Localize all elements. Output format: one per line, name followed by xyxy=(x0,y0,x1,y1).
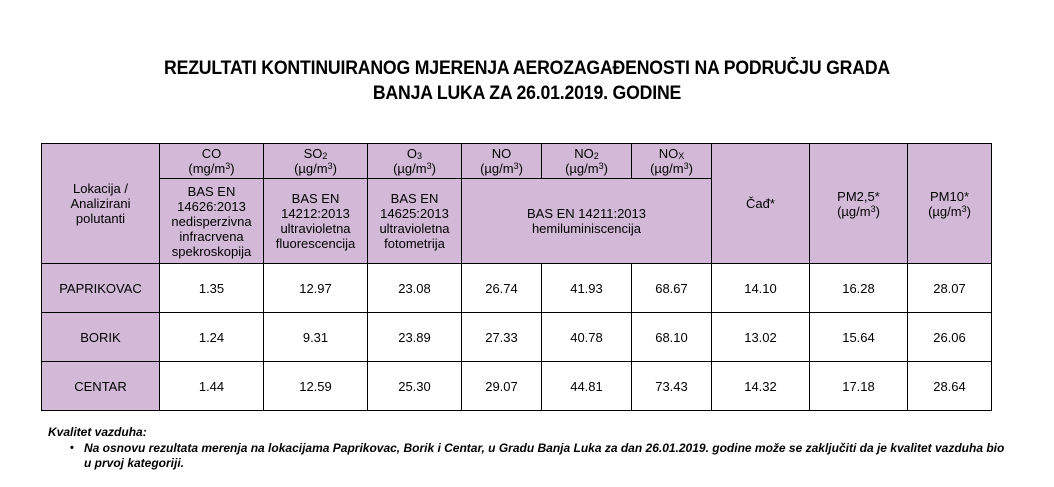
method-o3-line: BAS EN xyxy=(390,191,439,206)
header-pm10-unit-sup: 3 xyxy=(961,203,967,214)
value-cell: 28.07 xyxy=(908,264,992,313)
value-cell: 9.31 xyxy=(264,313,368,362)
value-cell: 15.64 xyxy=(810,313,908,362)
header-cad xyxy=(712,144,810,264)
header-no-name: NO xyxy=(491,146,512,161)
header-so2-unit: (µg/m xyxy=(294,161,328,176)
value-cell: 68.67 xyxy=(632,264,712,313)
location-cell: PAPRIKOVAC xyxy=(42,264,160,313)
method-co-line: 14626:2013 xyxy=(177,198,246,214)
table-row xyxy=(42,362,992,411)
method-co-line: nedisperzivna xyxy=(171,213,252,229)
value-cell: 16.28 xyxy=(810,264,908,313)
value-cell: 26.06 xyxy=(908,313,992,362)
value-cell: 14.10 xyxy=(712,264,810,313)
table-row xyxy=(42,313,992,362)
method-o3 xyxy=(368,179,462,264)
report-title xyxy=(0,56,1054,106)
value-cell: 17.18 xyxy=(810,362,908,411)
value-cell: 40.78 xyxy=(542,313,632,362)
header-no-unit: (µg/m xyxy=(480,161,514,176)
header-location-line3: polutanti xyxy=(75,211,126,226)
header-location-line2: Analizirani xyxy=(70,196,131,211)
report-title-line1: REZULTATI KONTINUIRANOG MJERENJA AEROZAGAĐENOSTI NA PODRUČJU GRADA xyxy=(164,58,890,79)
header-pm10 xyxy=(908,144,992,264)
header-co-unit: (mg/m xyxy=(188,161,226,176)
header-co-unit-end: ) xyxy=(230,161,235,176)
value-cell: 12.59 xyxy=(264,362,368,411)
header-no-unit-sup: 3 xyxy=(513,161,519,171)
header-pm25 xyxy=(810,144,908,264)
header-nox-unit-sup: 3 xyxy=(683,161,689,171)
header-no2-sub: 2 xyxy=(593,151,599,161)
value-cell: 12.97 xyxy=(264,264,368,313)
air-quality-label: Kvalitet vazduha: xyxy=(48,425,147,439)
value-cell: 26.74 xyxy=(462,264,542,313)
header-nox-name: NO xyxy=(658,146,679,161)
header-no2 xyxy=(542,144,632,179)
header-nox xyxy=(632,144,712,179)
method-so2-line: fluorescencija xyxy=(275,236,356,251)
value-cell: 1.35 xyxy=(160,264,264,313)
table-row xyxy=(42,264,992,313)
method-co xyxy=(160,179,264,264)
header-pm10-name: PM10* xyxy=(929,188,970,204)
value-cell: 44.81 xyxy=(542,362,632,411)
method-co-line: infracrvena xyxy=(179,228,244,244)
header-no2-unit: (µg/m xyxy=(565,161,599,176)
method-o3-line: fotometrija xyxy=(384,236,445,251)
value-cell: 13.02 xyxy=(712,313,810,362)
method-o3-line: 14625:2013 xyxy=(380,206,449,221)
header-so2-unit-sup: 3 xyxy=(327,161,333,171)
report-title-line2: BANJA LUKA ZA 26.01.2019. GODINE xyxy=(372,83,682,104)
value-cell: 41.93 xyxy=(542,264,632,313)
header-pm25-name: PM2,5* xyxy=(837,188,880,204)
value-cell: 1.24 xyxy=(160,313,264,362)
air-quality-bullet xyxy=(70,441,1008,471)
header-no2-name: NO xyxy=(574,146,594,161)
header-pm25-unit: (µg/m xyxy=(837,203,871,219)
method-so2-line: ultravioletna xyxy=(280,221,351,236)
method-so2 xyxy=(264,179,368,264)
air-quality-bullet-text: Na osnovu rezultata merenja na lokacijama Paprikovac, Borik i Centar, u Gradu Banja Luka za dan 26.01.2019. godine može se zaključiti da je kvalitet vazduha bio u prvoj kategoriji. xyxy=(84,441,1005,470)
method-nox-line: hemiluminiscencija xyxy=(531,221,642,236)
value-cell: 23.08 xyxy=(368,264,462,313)
header-so2 xyxy=(264,144,368,179)
header-co-name: CO xyxy=(201,146,222,161)
value-cell: 25.30 xyxy=(368,362,462,411)
method-so2-line: 14212:2013 xyxy=(281,206,350,221)
location-cell: BORIK xyxy=(42,313,160,362)
air-quality-note xyxy=(48,425,1008,471)
method-nox-line: BAS EN 14211:2013 xyxy=(526,206,646,221)
header-no-unit-end: ) xyxy=(518,161,523,176)
header-no2-unit-end: ) xyxy=(603,161,608,176)
header-o3-sub: 3 xyxy=(417,151,423,161)
header-no2-unit-sup: 3 xyxy=(598,161,604,171)
header-co-unit-sup: 3 xyxy=(225,161,231,171)
header-nox-unit: (µg/m xyxy=(650,161,684,176)
method-nox xyxy=(462,179,712,264)
header-nox-unit-end: ) xyxy=(688,161,693,176)
header-pm10-unit-end: ) xyxy=(966,203,971,219)
measurement-table xyxy=(41,143,992,411)
header-location xyxy=(42,144,160,264)
value-cell: 68.10 xyxy=(632,313,712,362)
header-pm25-unit-end: ) xyxy=(875,203,880,219)
header-co xyxy=(160,144,264,179)
header-nox-sub: X xyxy=(678,151,685,161)
value-cell: 14.32 xyxy=(712,362,810,411)
header-so2-sub: 2 xyxy=(322,151,328,161)
method-so2-line: BAS EN xyxy=(291,191,340,206)
header-o3-unit-end: ) xyxy=(431,161,436,176)
header-location-line1: Lokacija / xyxy=(73,181,128,196)
value-cell: 27.33 xyxy=(462,313,542,362)
value-cell: 28.64 xyxy=(908,362,992,411)
header-so2-unit-end: ) xyxy=(332,161,337,176)
air-quality-bullets xyxy=(48,441,1008,471)
header-no xyxy=(462,144,542,179)
value-cell: 73.43 xyxy=(632,362,712,411)
header-pm10-unit: (µg/m xyxy=(928,203,962,219)
header-pm25-unit-sup: 3 xyxy=(870,203,876,214)
value-cell: 29.07 xyxy=(462,362,542,411)
method-o3-line: ultravioletna xyxy=(379,221,450,236)
header-o3-unit-sup: 3 xyxy=(426,161,432,171)
value-cell: 23.89 xyxy=(368,313,462,362)
bullet-icon: • xyxy=(70,442,74,454)
method-co-line: BAS EN xyxy=(187,183,236,199)
method-co-line: spekroskopija xyxy=(171,243,252,259)
header-cad-name: Čađ* xyxy=(746,196,775,211)
location-cell: CENTAR xyxy=(42,362,160,411)
header-o3 xyxy=(368,144,462,179)
header-so2-name: SO xyxy=(303,146,323,161)
header-o3-unit: (µg/m xyxy=(393,161,427,176)
value-cell: 1.44 xyxy=(160,362,264,411)
header-o3-name: O xyxy=(406,146,418,161)
